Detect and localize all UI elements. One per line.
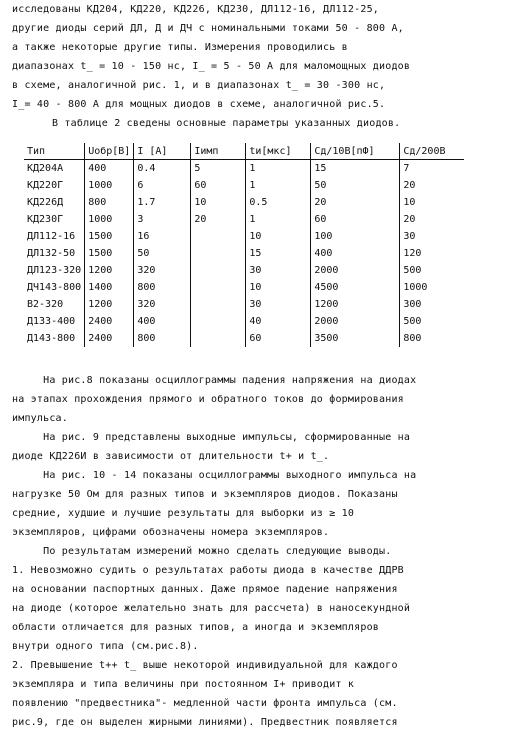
table-row <box>24 228 464 245</box>
table-cell: 5 <box>191 160 246 178</box>
table-cell: Д133-400 <box>27 316 76 327</box>
header-cap-200v: Cд/200В <box>400 143 465 160</box>
table-cell: 60 <box>191 177 246 194</box>
text-line: 2. Превышение t++ t_ выше некоторой индивидуальной для каждого <box>12 660 398 671</box>
table-cell: 1200 <box>311 296 400 313</box>
table-row <box>24 330 464 347</box>
table-cell <box>191 313 246 330</box>
table-row <box>24 160 464 178</box>
table-cell: 10 <box>400 194 465 211</box>
table-cell: 400 <box>134 313 191 330</box>
table-cell: 1 <box>246 177 311 194</box>
text-line: экземпляров, цифрами обозначены номера экземпляров. <box>12 527 330 538</box>
header-u-rev: Uобр[В] <box>85 143 134 160</box>
table-cell: 1400 <box>85 279 134 296</box>
table-cell: 500 <box>400 313 465 330</box>
table-cell: 1000 <box>400 279 465 296</box>
table-row <box>24 279 464 296</box>
table-cell: 2000 <box>311 262 400 279</box>
table-cell: ДЛ132-50 <box>27 248 76 259</box>
table-cell: 1500 <box>85 228 134 245</box>
table-cell: 1 <box>246 160 311 178</box>
table-cell: 40 <box>246 313 311 330</box>
table-cell: 20 <box>400 177 465 194</box>
table-cell: 30 <box>400 228 465 245</box>
text-line: На рис. 10 - 14 показаны осциллограммы выходного импульса на <box>12 470 417 481</box>
table-row <box>24 177 464 194</box>
table-body <box>24 160 464 348</box>
table-cell: 30 <box>246 262 311 279</box>
table-cell: 320 <box>134 262 191 279</box>
table-cell <box>191 279 246 296</box>
table-cell: 100 <box>311 228 400 245</box>
text-line: нагрузке 50 Ом для разных типов и экземпляров диодов. Показаны <box>12 489 398 500</box>
text-line: На рис.8 показаны осциллограммы падения напряжения на диодах <box>12 375 417 386</box>
table-cell: В2-320 <box>27 299 64 310</box>
text-line: диоде КД226И в зависимости от длительности t+ и t_. <box>12 451 330 462</box>
table-row <box>24 262 464 279</box>
table-cell: 20 <box>191 211 246 228</box>
table-cell: 50 <box>134 245 191 262</box>
table-cell <box>191 228 246 245</box>
table-cell: 6 <box>134 177 191 194</box>
table-row <box>24 313 464 330</box>
table-cell: 1200 <box>85 262 134 279</box>
header-type: Тип <box>24 143 85 160</box>
text-line: исследованы КД204, КД220, КД226, КД230, ДЛ112-16, ДЛ112-25, <box>12 4 380 15</box>
table-cell: 300 <box>400 296 465 313</box>
table-cell: 3 <box>134 211 191 228</box>
header-current: I [А] <box>134 143 191 160</box>
table-cell: КД226Д <box>27 197 64 208</box>
table-cell: ДЧ143-800 <box>27 282 82 293</box>
table-cell: 2000 <box>311 313 400 330</box>
table-cell: 10 <box>191 194 246 211</box>
table-cell: 120 <box>400 245 465 262</box>
header-time: tи[мкс] <box>246 143 311 160</box>
table-cell <box>191 296 246 313</box>
header-pulse-current: Iимп <box>191 143 246 160</box>
text-line: диапазонах t_ = 10 - 150 нс, I_ = 5 - 50 А для маломощных диодов <box>12 61 411 72</box>
table-cell: 1200 <box>85 296 134 313</box>
text-line: появлению "предвестника"- медленной части фронта импульса (см. <box>12 698 398 709</box>
text-line: средние, худшие и лучшие результаты для выборки из ≥ 10 <box>12 508 355 519</box>
text-line: на диоде (которое желательно знать для рассчета) в наносекундной <box>12 603 411 614</box>
table-cell: 0.5 <box>246 194 311 211</box>
table-intro: В таблице 2 сведены основные параметры указанных диодов. <box>52 118 401 129</box>
table-cell: 2400 <box>85 313 134 330</box>
table-cell: 1.7 <box>134 194 191 211</box>
table-cell: 800 <box>134 330 191 347</box>
table-cell: 3500 <box>311 330 400 347</box>
table-cell: 30 <box>246 296 311 313</box>
text-line: на основании паспортных данных. Даже прямое падение напряжения <box>12 584 398 595</box>
table-cell: 800 <box>400 330 465 347</box>
text-line: рис.9, где он выделен жирными линиями). Предвестник появляется <box>12 717 398 728</box>
table-cell: ДЛ112-16 <box>27 231 76 242</box>
text-line: области отличается для разных типов, а иногда и экземпляров <box>12 622 380 633</box>
text-line: I_= 40 - 800 А для мощных диодов в схеме, аналогичной рис.5. <box>12 99 386 110</box>
table-cell: 1000 <box>85 211 134 228</box>
table-cell: 16 <box>134 228 191 245</box>
table-cell: 20 <box>311 194 400 211</box>
text-line: в схеме, аналогичной рис. 1, и в диапазонах t_ = 30 -300 нс, <box>12 80 386 91</box>
table-cell: 10 <box>246 228 311 245</box>
table-cell: ДЛ123-320 <box>27 265 82 276</box>
table-cell: КД230Г <box>27 214 64 225</box>
text-line: на этапах прохождения прямого и обратного токов до формирования <box>12 394 404 405</box>
table-cell <box>191 330 246 347</box>
table-cell: 10 <box>246 279 311 296</box>
table-cell: Д143-800 <box>27 333 76 344</box>
table-cell: 400 <box>85 160 134 178</box>
text-line: На рис. 9 представлены выходные импульсы, сформированные на <box>12 432 411 443</box>
table-cell: 15 <box>246 245 311 262</box>
table-cell: 400 <box>311 245 400 262</box>
table-cell: 50 <box>311 177 400 194</box>
table-row <box>24 194 464 211</box>
table-cell: 500 <box>400 262 465 279</box>
table-cell: 1500 <box>85 245 134 262</box>
table-row <box>24 245 464 262</box>
header-cap-10v: Cд/10В[пФ] <box>311 143 400 160</box>
text-line: внутри одного типа (см.рис.8). <box>12 641 199 652</box>
text-line: 1. Невозможно судить о результатах работы диода в качестве ДДРВ <box>12 565 404 576</box>
table-cell: 60 <box>246 330 311 347</box>
table-cell: 800 <box>134 279 191 296</box>
table-cell: 0.4 <box>134 160 191 178</box>
text-line: а также некоторые другие типы. Измерения проводились в <box>12 42 348 53</box>
table-cell <box>191 245 246 262</box>
table-cell: 7 <box>400 160 465 178</box>
text-line: экземпляра и типа величины при постоянном I+ приводит к <box>12 679 355 690</box>
table-header-row <box>24 143 464 160</box>
table-cell: КД204А <box>27 163 64 174</box>
text-line: другие диоды серий ДЛ, Д и ДЧ с номинальными токами 50 - 800 А, <box>12 23 404 34</box>
table-cell: 1000 <box>85 177 134 194</box>
table-cell: 320 <box>134 296 191 313</box>
table-cell: 1 <box>246 211 311 228</box>
table-cell: 15 <box>311 160 400 178</box>
table-cell: 20 <box>400 211 465 228</box>
table-cell: 4500 <box>311 279 400 296</box>
table-cell: 2400 <box>85 330 134 347</box>
text-line: импульса. <box>12 413 68 424</box>
table-row <box>24 211 464 228</box>
text-line: По результатам измерений можно сделать следующие выводы. <box>12 546 392 557</box>
table-cell: 800 <box>85 194 134 211</box>
table-cell: КД220Г <box>27 180 64 191</box>
table-cell: 60 <box>311 211 400 228</box>
table-row <box>24 296 464 313</box>
diode-parameters-table <box>24 143 464 347</box>
table-cell <box>191 262 246 279</box>
